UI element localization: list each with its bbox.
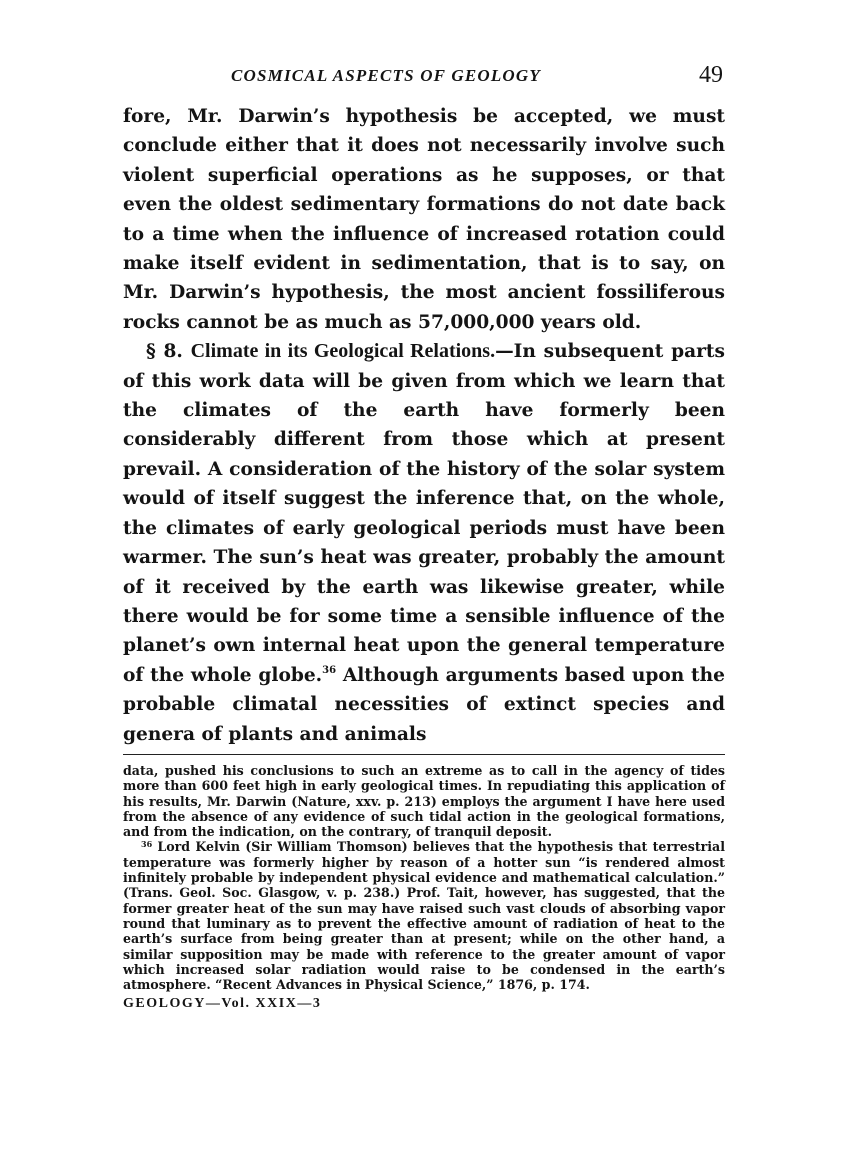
page-number: 49 <box>699 62 723 88</box>
section-number: § 8. <box>146 341 183 363</box>
footnote-continued: data, pushed his conclusions to such an extreme as to call in the agency of tides more than 600 feet high in early geological times. In repudiating this application of his results, Mr. Darwin (Nature, xxv. p. 213) employs the argument I have here used from the absence of any evidence of such tidal action in the geological formations, and from the indication, on the contrary, of tranquil deposit. <box>123 762 725 840</box>
section-8-text-continued: Although arguments based upon the probable climatal necessities of extinct species and genera of plants and animals <box>123 664 725 745</box>
footnote-rule <box>123 754 725 755</box>
footnote-36-mark: 36 <box>141 839 153 850</box>
section-title: Climate in its Geological Relations. <box>190 340 496 363</box>
section-8-text: —In subsequent parts of this work data will be given from which we learn that the climates of the earth have formerly been considerably different from those which at present prevail. A consideration of the history of the solar system would of itself suggest the inference that, on the whole, the climates of early geological periods must have been warmer. The sun’s heat was greater, probably the amount of it received by the earth was likewise greater, while there would be for some time a sensible influence of the planet’s own internal heat upon the general temperature of the whole globe. <box>123 341 725 686</box>
book-page <box>123 62 725 1012</box>
running-head <box>123 62 725 102</box>
footnote-36-text: Lord Kelvin (Sir William Thomson) believes that the hypothesis that terrestrial temperature was formerly higher by reason of a hotter sun “is rendered almost infinitely probable by independent physical evidence and mathematical calculation.” (Trans. Geol. Soc. Glasgow, v. p. 238.) Prof. Tait, however, has suggested, that the former greater heat of the sun may have raised such vast clouds of absorbing vapor round that luminary as to prevent the effective amount of radiation of heat to the earth’s surface from being greater than at present; while on the other hand, a similar supposition may be made with reference to the greater amount of vapor which increased solar radiation would raise to be condensed in the earth’s atmosphere. “Recent Advances in Physical Science,” 1876, p. 174. <box>123 839 725 993</box>
paragraph-section-8 <box>123 337 725 749</box>
footnote-ref-36[interactable]: 36 <box>322 664 337 676</box>
footnote-36 <box>123 839 725 992</box>
running-head-title: COSMICAL ASPECTS OF GEOLOGY <box>231 66 541 85</box>
paragraph-darwin-hypothesis: fore, Mr. Darwin’s hypothesis be accepted, we must conclude either that it does not necessarily involve such violent superficial operations as he supposes, or that even the oldest sedimentary formations do not date back to a time when the influence of increased rotation could make itself evident in sedimentation, that is to say, on Mr. Darwin’s hypothesis, the most ancient fossiliferous rocks cannot be as much as 57,000,000 years old. <box>123 106 725 333</box>
signature-mark: GEOLOGY—Vol. XXIX—3 <box>123 996 322 1012</box>
